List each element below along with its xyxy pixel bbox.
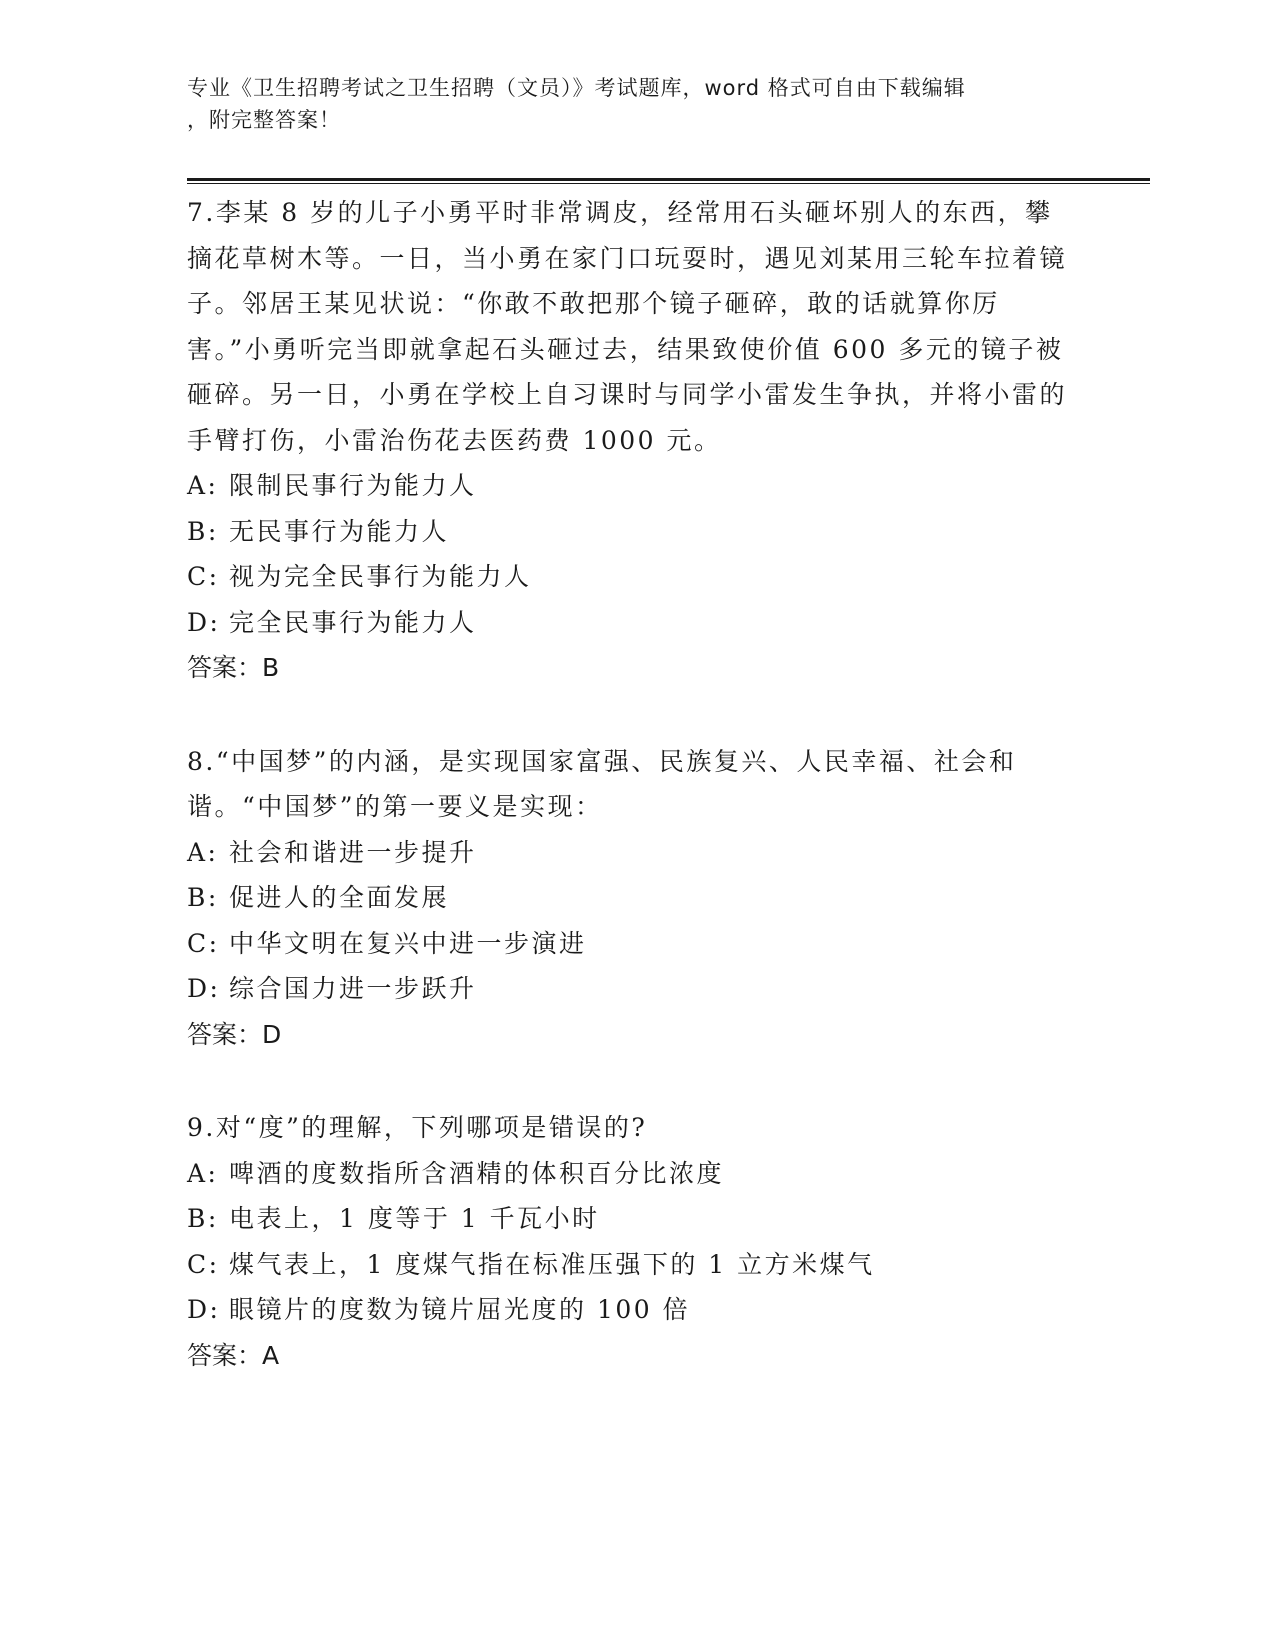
option-c	[187, 1242, 1067, 1288]
question-9	[187, 1105, 1067, 1378]
answer-line: 答案：B	[187, 653, 280, 682]
option-letter: B:	[187, 883, 219, 912]
option-text: 无民事行为能力人	[229, 516, 450, 546]
option-letter: B:	[187, 1204, 219, 1233]
option-text: 完全民事行为能力人	[229, 607, 477, 637]
option-letter: C:	[187, 562, 220, 591]
option-text: 社会和谐进一步提升	[229, 837, 477, 867]
option-text: 综合国力进一步跃升	[229, 974, 477, 1003]
option-text: 眼镜片的度数为镜片屈光度的 100 倍	[229, 1295, 691, 1324]
option-b	[187, 875, 1067, 921]
header-divider-thin	[187, 183, 1150, 184]
option-b	[187, 1196, 1067, 1242]
option-c	[187, 921, 1067, 967]
option-b	[187, 509, 1067, 555]
question-stem: 8.“中国梦”的内涵，是实现国家富强、民族复兴、人民幸福、社会和谐。“中国梦”的第一要义是实现：	[187, 746, 1017, 821]
option-text: 促进人的全面发展	[229, 883, 450, 912]
question-list	[187, 190, 1067, 1426]
header-divider-thick	[187, 178, 1150, 181]
option-text: 限制民事行为能力人	[229, 471, 477, 500]
answer-line: 答案：D	[187, 1019, 282, 1049]
option-letter: C:	[187, 928, 220, 958]
option-letter: C:	[187, 1249, 220, 1279]
option-text: 视为完全民事行为能力人	[229, 562, 532, 591]
option-letter: D:	[187, 607, 221, 637]
header-line-1: 专业《卫生招聘考试之卫生招聘（文员）》考试题库，word 格式可自由下载编辑	[187, 76, 966, 100]
option-a	[187, 463, 1067, 509]
option-d	[187, 966, 1067, 1012]
option-letter: D:	[187, 1295, 221, 1324]
option-letter: A:	[187, 837, 219, 867]
question-7	[187, 190, 1067, 691]
question-stem: 7.李某 8 岁的儿子小勇平时非常调皮，经常用石头砸坏别人的东西，攀摘花草树木等。一日，当小勇在家门口玩耍时，遇见刘某用三轮车拉着镜子。邻居王某见状说：“你敢不敢把那个镜子砸碎，敢的话就算你厉害。”小勇听完当即就拿起石头砸过去，结果致使价值 600 多元的镜子被砸碎。另一日，小勇在学校上自习课时与同学小雷发生争执，并将小雷的手臂打伤，小雷治伤花去医药费 1000 元。	[187, 198, 1068, 455]
option-text: 中华文明在复兴中进一步演进	[229, 928, 587, 958]
option-text: 电表上，1 度等于 1 千瓦小时	[229, 1204, 600, 1233]
option-d	[187, 1287, 1067, 1333]
option-letter: D:	[187, 974, 221, 1003]
option-a	[187, 1151, 1067, 1197]
option-letter: A:	[187, 1158, 219, 1188]
question-stem: 9.对“度”的理解，下列哪项是错误的?	[187, 1113, 648, 1142]
option-text: 啤酒的度数指所含酒精的体积百分比浓度	[229, 1158, 725, 1188]
option-text: 煤气表上，1 度煤气指在标准压强下的 1 立方米煤气	[229, 1249, 875, 1279]
option-letter: B:	[187, 516, 219, 546]
option-letter: A:	[187, 471, 219, 500]
header-line-2: ，附完整答案！	[187, 108, 341, 132]
option-c	[187, 554, 1067, 600]
document-header	[187, 72, 1067, 136]
option-a	[187, 830, 1067, 876]
answer-line: 答案：A	[187, 1340, 280, 1370]
option-d	[187, 600, 1067, 646]
question-8	[187, 739, 1067, 1058]
